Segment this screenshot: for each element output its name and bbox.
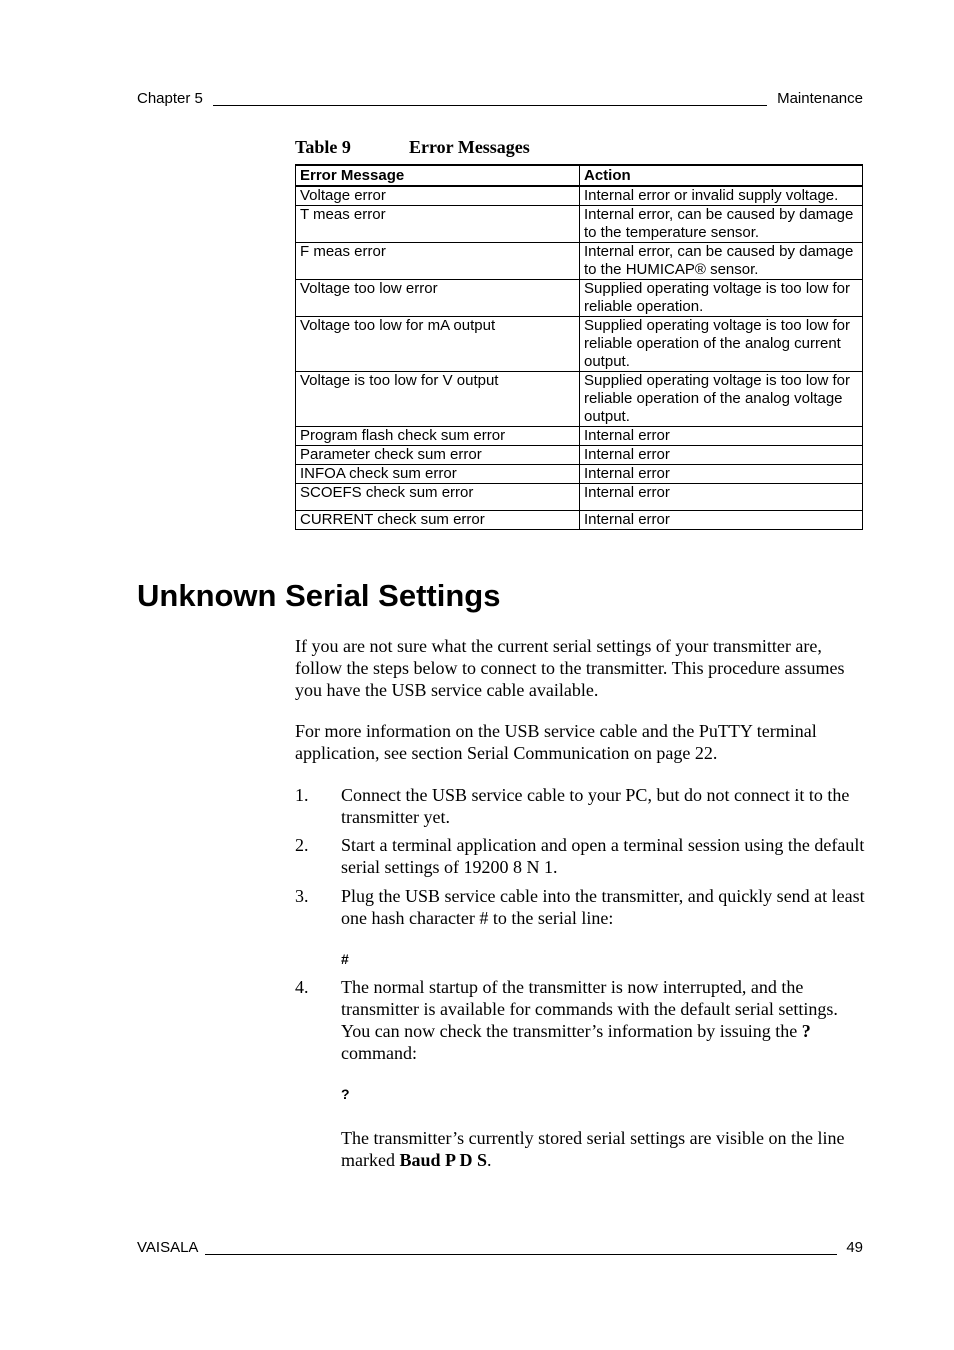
table-cell: Voltage too low for mA output bbox=[296, 317, 580, 372]
closing-paragraph bbox=[341, 1127, 865, 1171]
table-row bbox=[296, 372, 863, 427]
step-text-part: The normal startup of the transmitter is now interrupted, and the transmitter is available for commands with the default serial settings. You can now check the transmitter’s information by issuing the bbox=[341, 977, 838, 1041]
chapter-label: Chapter 5 bbox=[137, 90, 207, 107]
header-rule bbox=[213, 105, 767, 106]
table-cell: INFOA check sum error bbox=[296, 465, 580, 484]
table-cell: Voltage too low error bbox=[296, 280, 580, 317]
table-row bbox=[296, 186, 863, 206]
command-question: ? bbox=[341, 1086, 350, 1102]
table-row bbox=[296, 511, 863, 530]
step-number: 3. bbox=[295, 886, 309, 906]
table-cell: Supplied operating voltage is too low for reliable operation. bbox=[580, 280, 863, 317]
table-row bbox=[296, 484, 863, 511]
closing-emphasis: Baud P D S bbox=[399, 1150, 488, 1170]
table-row bbox=[296, 206, 863, 243]
section-label: Maintenance bbox=[773, 90, 863, 107]
table-cell: T meas error bbox=[296, 206, 580, 243]
column-header: Action bbox=[580, 165, 863, 186]
table-cell: Internal error or invalid supply voltage. bbox=[580, 186, 863, 206]
step-text-part: command: bbox=[341, 1043, 417, 1063]
error-messages-table bbox=[295, 164, 863, 530]
table-cell: Internal error, can be caused by damage to the temperature sensor. bbox=[580, 206, 863, 243]
table-cell: Internal error bbox=[580, 465, 863, 484]
table-row bbox=[296, 465, 863, 484]
table-number: Table 9 bbox=[295, 137, 351, 157]
page-number: 49 bbox=[846, 1239, 863, 1256]
table-cell: CURRENT check sum error bbox=[296, 511, 580, 530]
inline-command: ? bbox=[801, 1021, 811, 1041]
table-cell: Internal error bbox=[580, 484, 863, 511]
step-number: 2. bbox=[295, 835, 309, 855]
table-cell: Supplied operating voltage is too low for reliable operation of the analog current output. bbox=[580, 317, 863, 372]
table-caption bbox=[295, 137, 530, 158]
step-text: Plug the USB service cable into the transmitter, and quickly send at least one hash character # to the serial line: bbox=[341, 886, 865, 928]
info-paragraph: For more information on the USB service cable and the PuTTY terminal application, see section Serial Communication on page 22. bbox=[295, 721, 817, 763]
step-text: Start a terminal application and open a terminal session using the default serial settings of 19200 8 N 1. bbox=[341, 835, 865, 877]
table-row bbox=[296, 446, 863, 465]
table-cell: Internal error bbox=[580, 511, 863, 530]
brand-label: VAISALA bbox=[137, 1239, 199, 1256]
column-header: Error Message bbox=[296, 165, 580, 186]
page-footer bbox=[137, 1239, 863, 1259]
table-cell: SCOEFS check sum error bbox=[296, 484, 580, 511]
table-cell: Internal error bbox=[580, 446, 863, 465]
table-cell: Internal error, can be caused by damage to the HUMICAP® sensor. bbox=[580, 243, 863, 280]
table-header-row bbox=[296, 165, 863, 186]
section-heading: Unknown Serial Settings bbox=[137, 578, 501, 613]
step-text bbox=[341, 976, 866, 1064]
table-cell: Parameter check sum error bbox=[296, 446, 580, 465]
closing-text-end: . bbox=[487, 1150, 492, 1170]
table-title: Error Messages bbox=[409, 137, 530, 157]
table-row bbox=[296, 317, 863, 372]
footer-rule bbox=[205, 1254, 837, 1255]
step-number: 1. bbox=[295, 785, 309, 805]
intro-paragraph: If you are not sure what the current serial settings of your transmitter are, follow the steps below to connect to the transmitter. This procedure assumes you have the USB service cable available. bbox=[295, 636, 845, 700]
command-hash: # bbox=[341, 951, 349, 967]
page-header bbox=[137, 90, 863, 110]
table-row bbox=[296, 243, 863, 280]
table-cell: Supplied operating voltage is too low for reliable operation of the analog voltage output. bbox=[580, 372, 863, 427]
table-cell: F meas error bbox=[296, 243, 580, 280]
closing-text: The transmitter’s currently stored serial settings are visible on the line marked bbox=[341, 1128, 845, 1170]
table-row bbox=[296, 427, 863, 446]
table-cell: Voltage error bbox=[296, 186, 580, 206]
step-text: Connect the USB service cable to your PC, but do not connect it to the transmitter yet. bbox=[341, 785, 850, 827]
table-cell: Voltage is too low for V output bbox=[296, 372, 580, 427]
table-cell: Internal error bbox=[580, 427, 863, 446]
table-cell: Program flash check sum error bbox=[296, 427, 580, 446]
step-number: 4. bbox=[295, 977, 309, 997]
table-row bbox=[296, 280, 863, 317]
